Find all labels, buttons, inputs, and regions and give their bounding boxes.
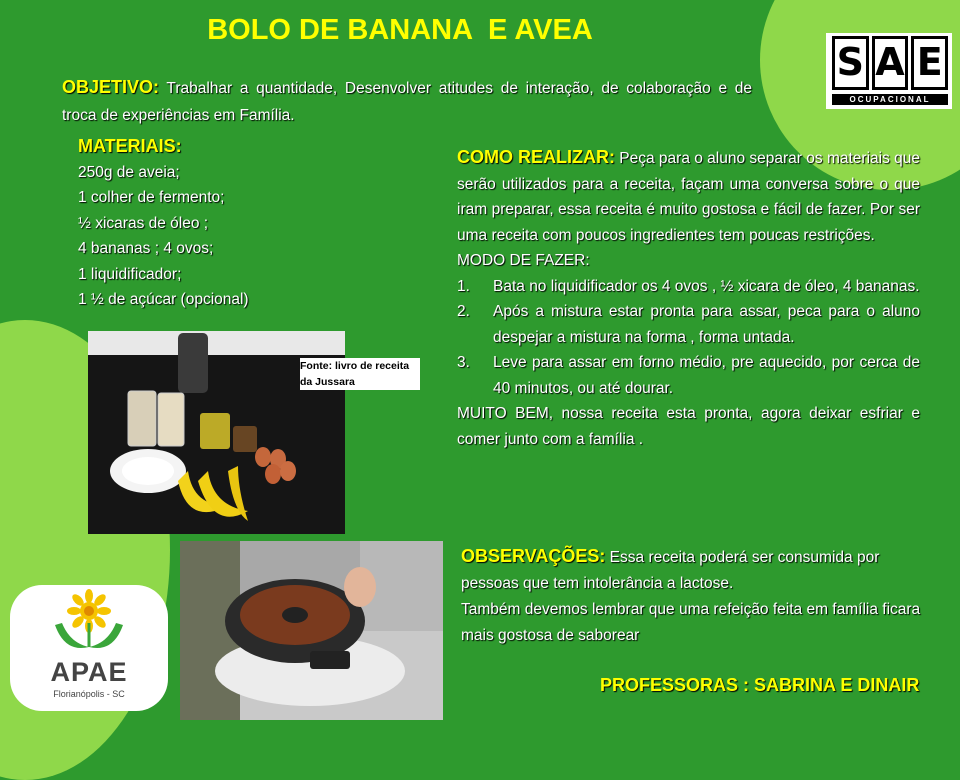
observacoes-label: OBSERVAÇÕES: bbox=[461, 546, 606, 566]
sae-logo-letter: E bbox=[911, 36, 948, 90]
apae-logo-name: APAE bbox=[50, 657, 128, 687]
material-item: ½ xicaras de óleo ; bbox=[78, 214, 209, 232]
step-text: Bata no liquidificador os 4 ovos , ½ xicara de óleo, 4 bananas. bbox=[493, 277, 920, 295]
material-item: 250g de aveia; bbox=[78, 163, 180, 181]
objetivo-section bbox=[62, 74, 752, 129]
photo-source-caption: Fonte: livro de receita da Jussara bbox=[300, 358, 420, 390]
step-text: Após a mistura estar pronta para assar, peca para o aluno despejar a mistura na forma , forma untada. bbox=[493, 303, 920, 346]
modo-de-fazer-label: MODO DE FAZER: bbox=[457, 252, 590, 269]
como-realizar-intro bbox=[457, 145, 920, 248]
como-realizar-section bbox=[457, 145, 920, 452]
material-item: 4 bananas ; 4 ovos; bbox=[78, 240, 214, 257]
materiais-label: MATERIAIS: bbox=[78, 136, 182, 156]
step-number: 1. bbox=[457, 277, 470, 295]
material-item: 1 colher de fermento; bbox=[78, 189, 225, 206]
material-item: 1 liquidificador; bbox=[78, 265, 182, 283]
material-item: 1 ½ de açúcar (opcional) bbox=[78, 291, 249, 308]
sae-logo-letters bbox=[832, 36, 948, 90]
baking-photo bbox=[180, 541, 443, 720]
sae-logo-letter: A bbox=[872, 36, 909, 90]
step-number: 3. bbox=[457, 354, 470, 371]
objetivo-text: Trabalhar a quantidade, Desenvolver atitudes de interação, de colaboração e de troca de experiências em Família. bbox=[62, 80, 752, 124]
objetivo-label: OBJETIVO: bbox=[62, 77, 160, 97]
apae-logo bbox=[10, 585, 168, 711]
apae-flower-icon bbox=[10, 585, 168, 657]
materiais-section bbox=[78, 134, 378, 313]
como-realizar-text: Peça para o aluno separar os materiais que serão utilizados para a receita, façam uma conversa sobre o que iram preparar, essa receita é muito gostosa e fácil de fazer. Por ser uma receita com poucos ingredientes tem poucas restrições. bbox=[457, 150, 920, 244]
sae-logo-subtitle: OCUPACIONAL bbox=[832, 94, 948, 105]
como-realizar-label: COMO REALIZAR: bbox=[457, 147, 615, 167]
step-item bbox=[457, 299, 920, 350]
sae-logo bbox=[826, 33, 952, 109]
apae-logo-city: Florianópolis - SC bbox=[53, 689, 125, 699]
observacoes-text-2: Também devemos lembrar que uma refeição feita em família ficara mais gostosa de saborear bbox=[461, 601, 921, 644]
sae-logo-letter: S bbox=[832, 36, 869, 90]
observacoes-text: Essa receita poderá ser consumida por pessoas que tem intolerância a lactose. bbox=[461, 549, 880, 592]
professoras-credit: PROFESSORAS : SABRINA E DINAIR bbox=[600, 675, 920, 695]
baking-illustration bbox=[180, 541, 443, 720]
step-number: 2. bbox=[457, 303, 470, 320]
closing-text: MUITO BEM, nossa receita esta pronta, agora deixar esfriar e comer junto com a família . bbox=[457, 405, 920, 448]
observacoes-section bbox=[461, 543, 921, 649]
step-text: Leve para assar em forno médio, pre aquecido, por cerca de 40 minutos, ou até dourar. bbox=[493, 354, 920, 397]
step-item bbox=[457, 274, 920, 300]
page-title: BOLO DE BANANA E AVEA bbox=[207, 14, 593, 46]
step-item bbox=[457, 350, 920, 401]
